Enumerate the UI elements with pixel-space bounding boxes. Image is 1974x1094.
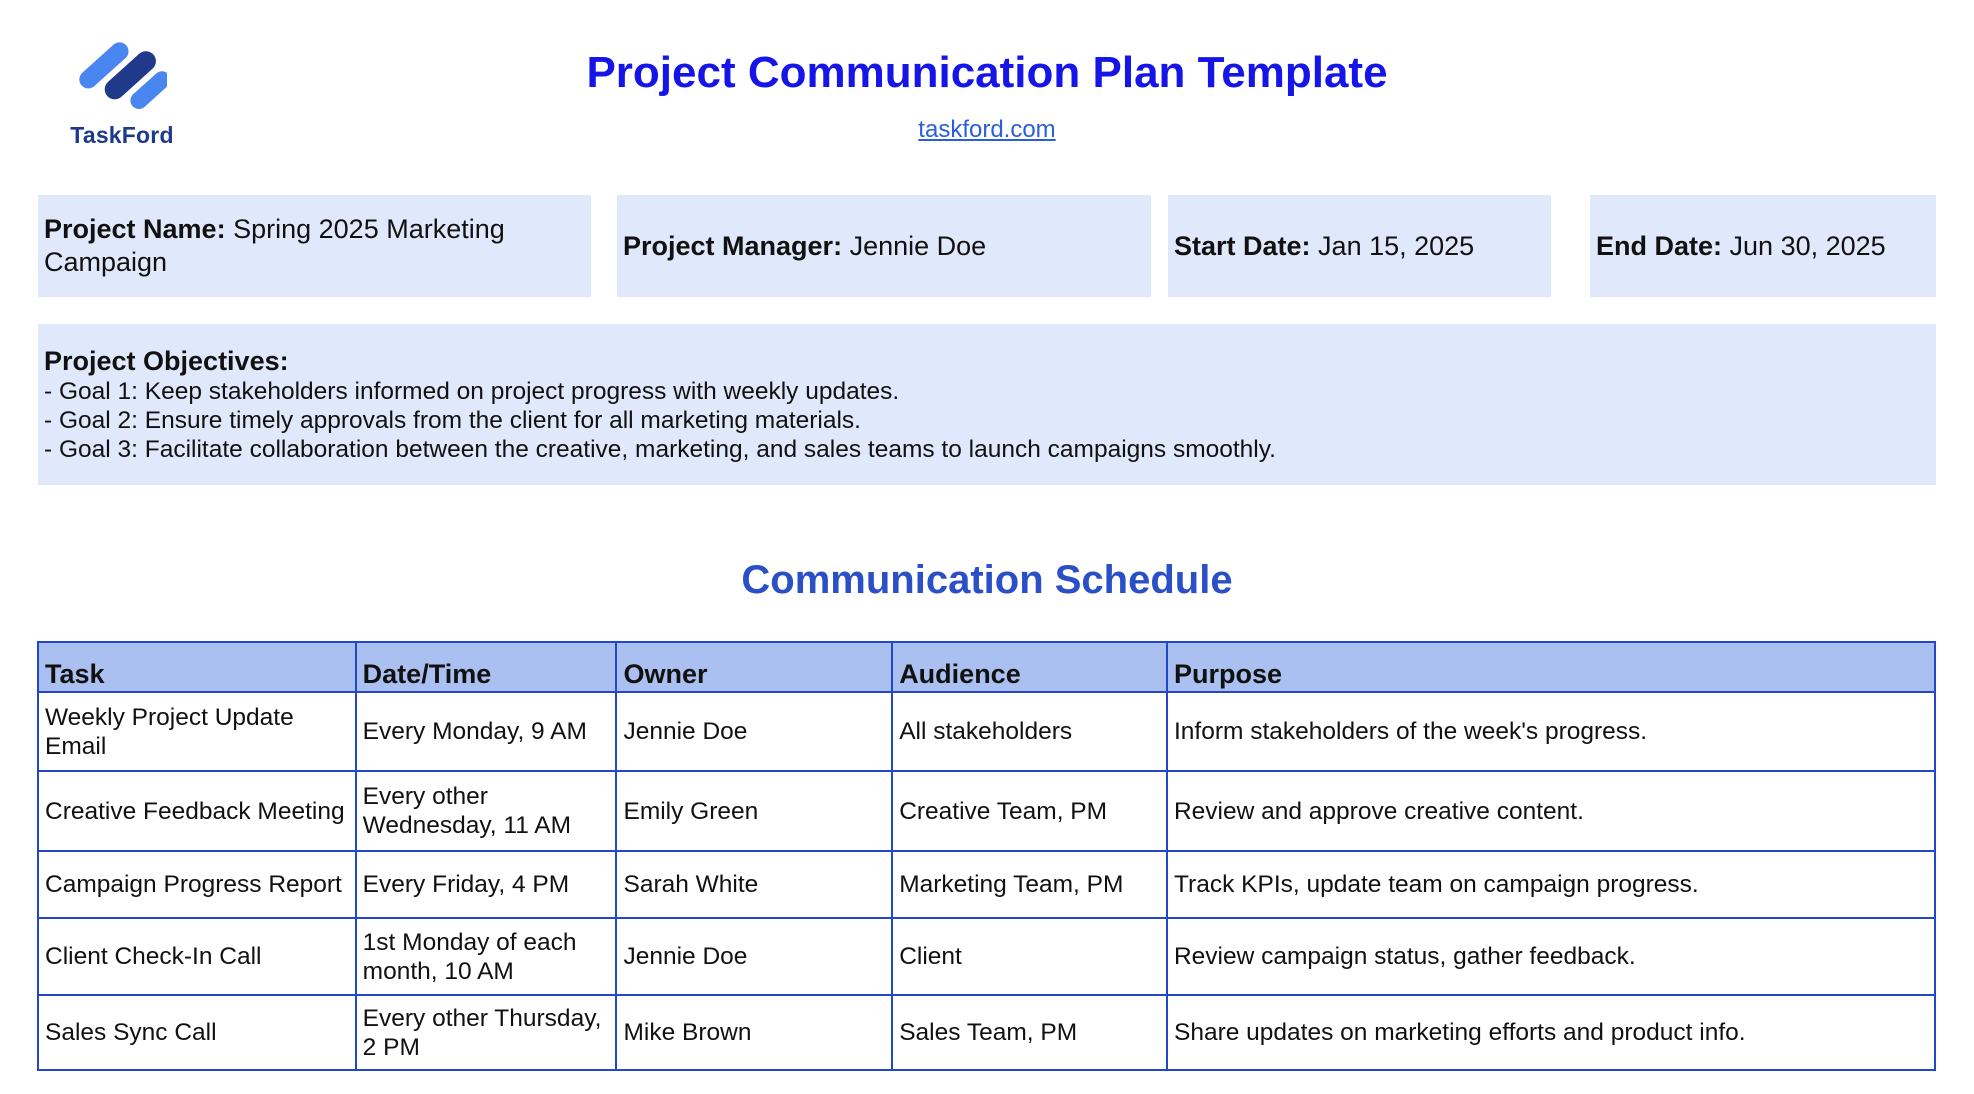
column-header-date-time: Date/Time [356, 642, 617, 692]
objectives-title: Project Objectives: [44, 346, 289, 376]
cell-date-time: 1st Monday of each month, 10 AM [356, 918, 617, 995]
logo-text: TaskFord [70, 122, 174, 148]
cell-owner: Emily Green [616, 771, 892, 851]
objective-goal-2: - Goal 2: Ensure timely approvals from the client for all marketing materials. [44, 407, 861, 434]
start-date-label: Start Date: [1174, 230, 1311, 261]
column-header-purpose: Purpose [1167, 642, 1935, 692]
cell-task: Campaign Progress Report [38, 851, 356, 918]
end-date-value: Jun 30, 2025 [1729, 230, 1886, 261]
cell-date-time: Every other Thursday, 2 PM [356, 995, 617, 1070]
column-header-task: Task [38, 642, 356, 692]
cell-purpose: Review and approve creative content. [1167, 771, 1935, 851]
objective-goal-1: - Goal 1: Keep stakeholders informed on project progress with weekly updates. [44, 378, 900, 405]
cell-date-time: Every Monday, 9 AM [356, 692, 617, 771]
project-name-label: Project Name: [44, 214, 226, 244]
table-row [38, 918, 1935, 995]
page-title: Project Communication Plan Template [586, 48, 1388, 97]
cell-audience: Creative Team, PM [892, 771, 1167, 851]
project-manager-box [617, 195, 1151, 297]
cell-audience: Marketing Team, PM [892, 851, 1167, 918]
cell-purpose: Review campaign status, gather feedback. [1167, 918, 1935, 995]
table-row [38, 771, 1935, 851]
cell-purpose: Track KPIs, update team on campaign progress. [1167, 851, 1935, 918]
cell-task: Client Check-In Call [38, 918, 356, 995]
cell-date-time: Every other Wednesday, 11 AM [356, 771, 617, 851]
cell-task: Sales Sync Call [38, 995, 356, 1070]
cell-owner: Sarah White [616, 851, 892, 918]
cell-owner: Jennie Doe [616, 918, 892, 995]
cell-audience: Sales Team, PM [892, 995, 1167, 1070]
cell-purpose: Inform stakeholders of the week's progress. [1167, 692, 1935, 771]
cell-owner: Jennie Doe [616, 692, 892, 771]
cell-date-time: Every Friday, 4 PM [356, 851, 617, 918]
cell-task: Creative Feedback Meeting [38, 771, 356, 851]
project-objectives-box [38, 324, 1936, 485]
end-date-label: End Date: [1596, 230, 1723, 261]
end-date-box [1590, 195, 1936, 297]
table-header-row [38, 642, 1935, 692]
website-link-row [0, 116, 1974, 144]
project-manager-value: Jennie Doe [849, 230, 987, 261]
start-date-box [1168, 195, 1551, 297]
start-date-value: Jan 15, 2025 [1318, 230, 1475, 261]
project-name-value: Spring 2025 Marketing Campaign [44, 214, 505, 277]
schedule-title: Communication Schedule [741, 558, 1233, 602]
cell-audience: Client [892, 918, 1167, 995]
website-link[interactable]: taskford.com [918, 116, 1056, 143]
communication-schedule-table [37, 641, 1936, 1071]
table-row [38, 692, 1935, 771]
cell-audience: All stakeholders [892, 692, 1167, 771]
project-name-box [38, 195, 591, 297]
cell-purpose: Share updates on marketing efforts and product info. [1167, 995, 1935, 1070]
table-row [38, 995, 1935, 1070]
cell-owner: Mike Brown [616, 995, 892, 1070]
table-row [38, 851, 1935, 918]
cell-task: Weekly Project Update Email [38, 692, 356, 771]
project-manager-label: Project Manager: [623, 230, 843, 261]
column-header-audience: Audience [892, 642, 1167, 692]
column-header-owner: Owner [616, 642, 892, 692]
objective-goal-3: - Goal 3: Facilitate collaboration between the creative, marketing, and sales teams to launch campaigns smoothly. [44, 436, 1276, 463]
